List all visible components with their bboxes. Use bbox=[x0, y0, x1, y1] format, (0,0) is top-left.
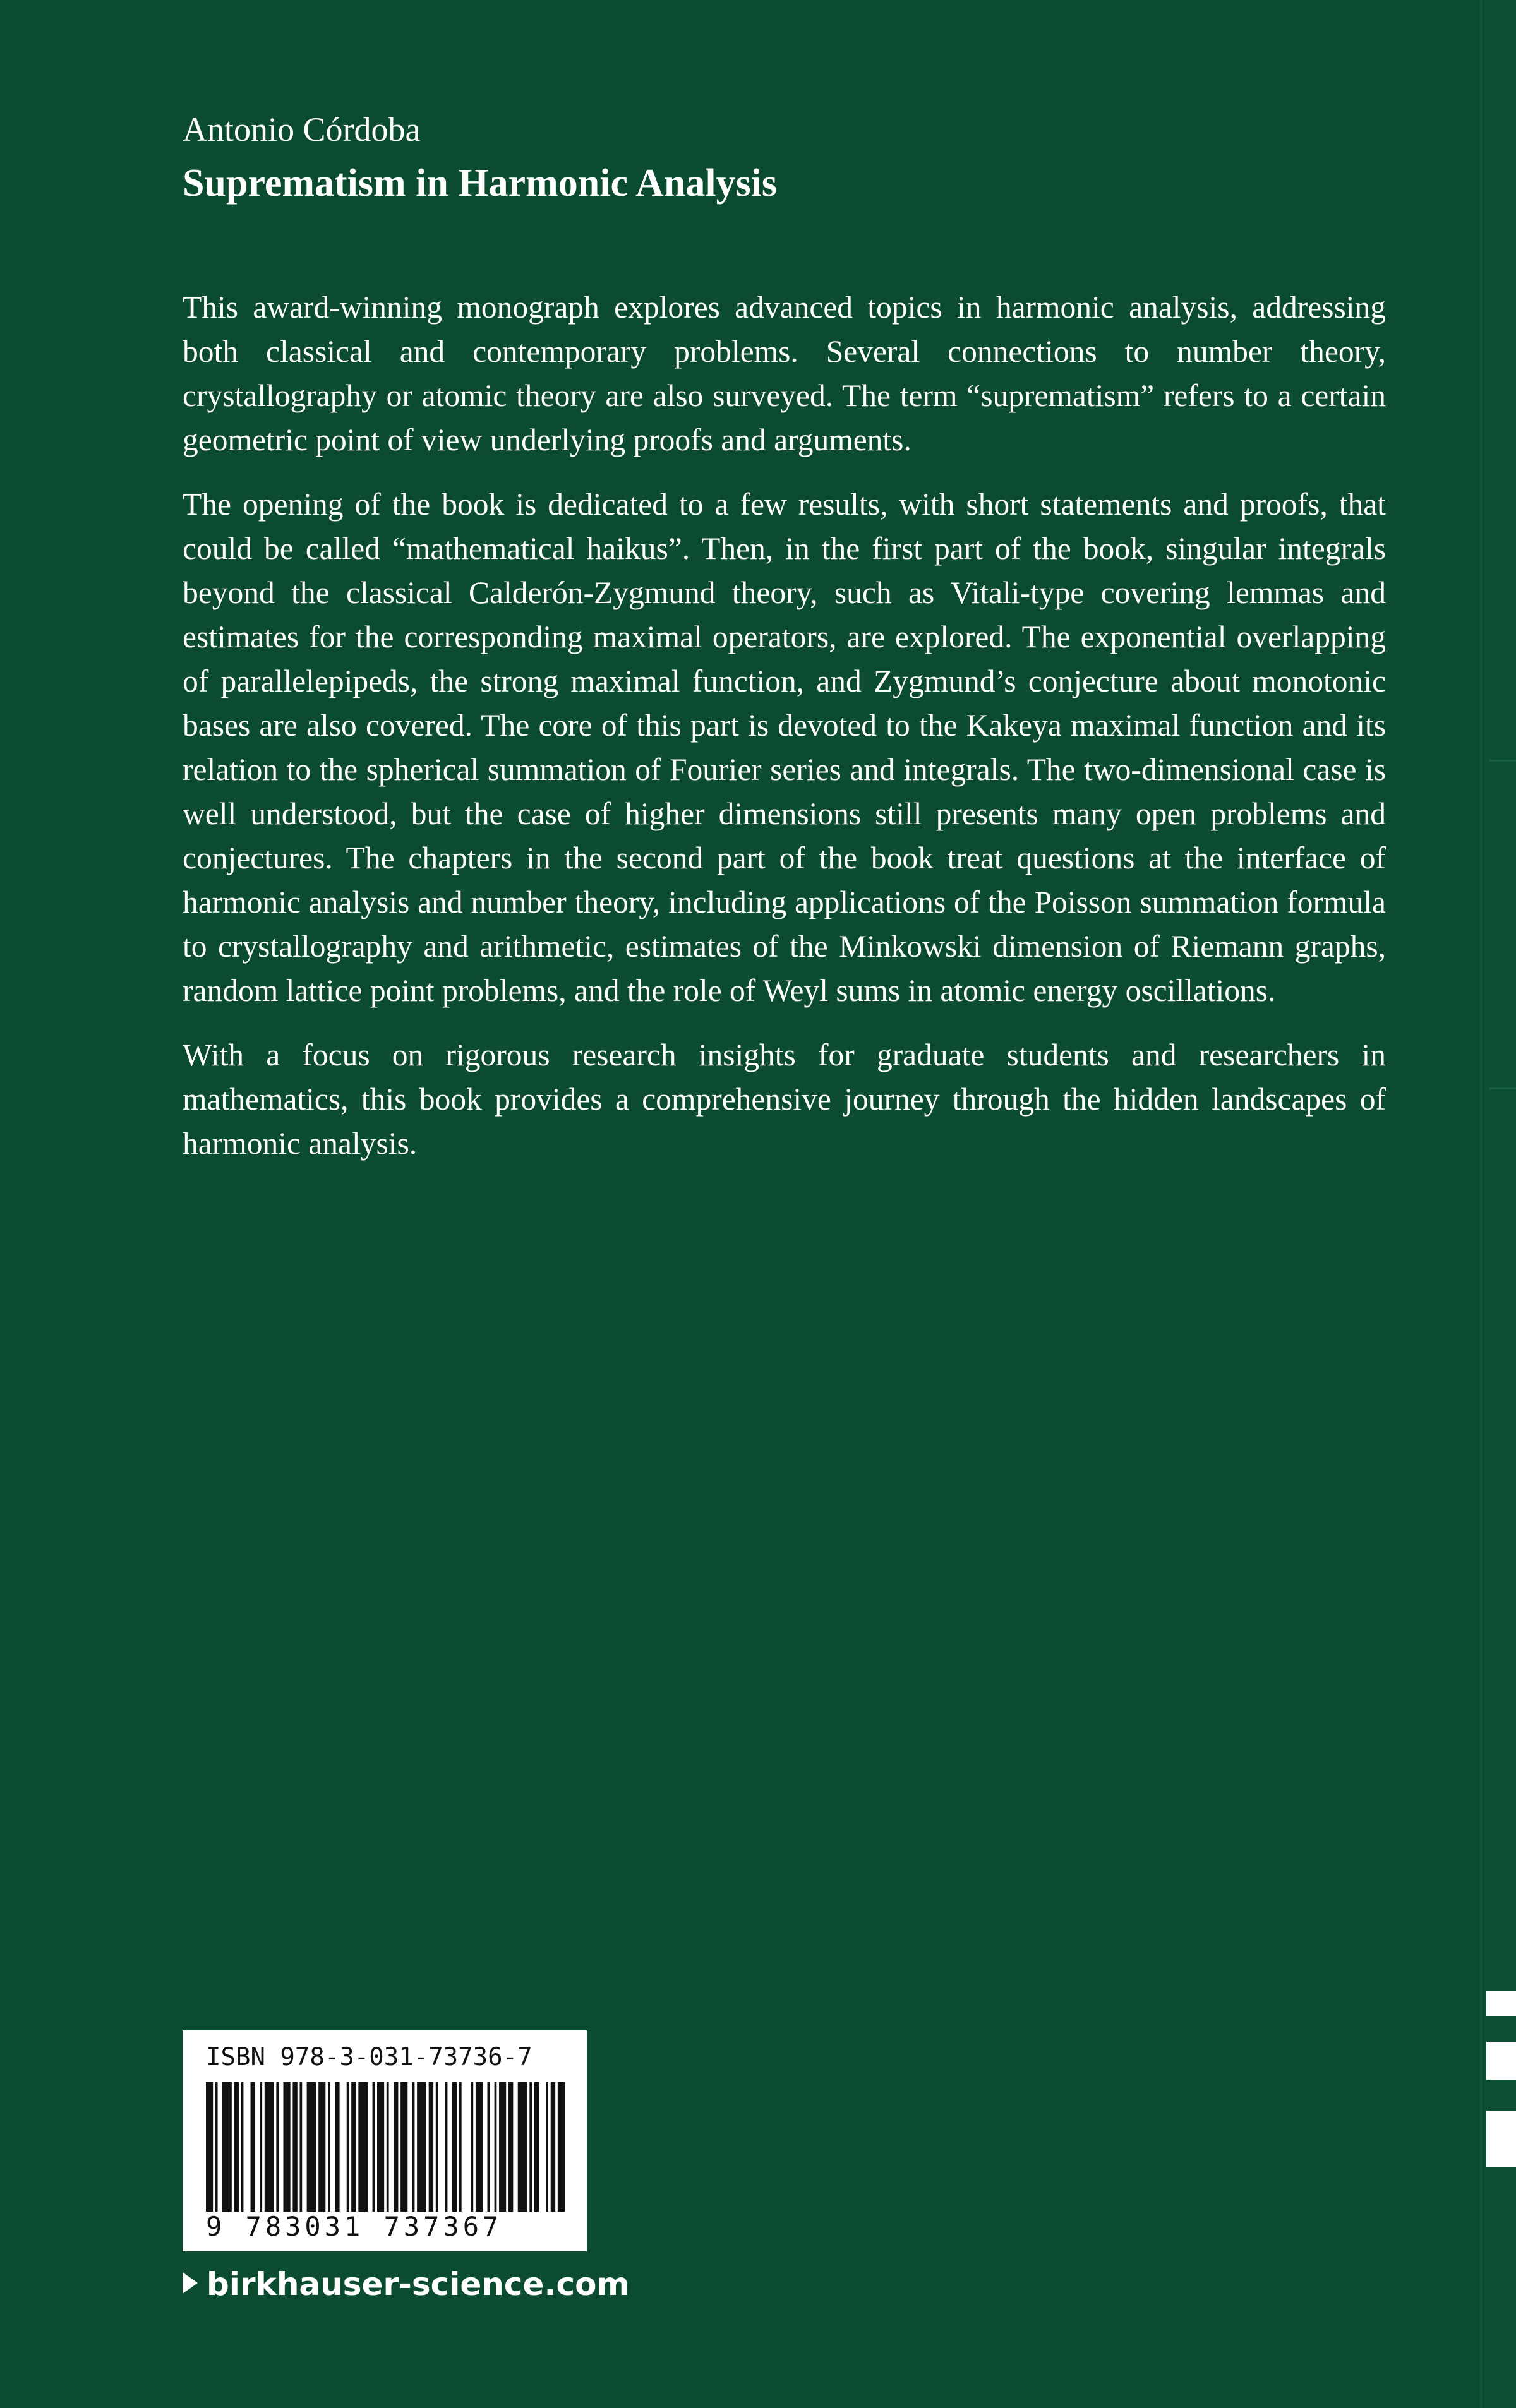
barcode-bar bbox=[234, 2082, 239, 2212]
barcode-bar bbox=[534, 2082, 539, 2212]
barcode-graphic bbox=[206, 2082, 565, 2212]
barcode-bar bbox=[476, 2082, 483, 2212]
barcode-bar bbox=[241, 2082, 244, 2212]
barcode-bar bbox=[400, 2082, 407, 2212]
barcode-bar bbox=[347, 2082, 349, 2212]
blurb-paragraph-3: With a focus on rigorous research insights for graduate students and researchers in mathematics, this book provides a comprehensive journey through the hidden landscapes of harmonic analysis. bbox=[183, 1038, 1386, 1161]
isbn-label: ISBN 978-3-031-73736-7 bbox=[206, 2043, 532, 2071]
barcode-bar bbox=[558, 2082, 565, 2212]
barcode-bar bbox=[206, 2082, 213, 2212]
barcode-bar bbox=[292, 2082, 297, 2212]
blurb-paragraph-1: This award-winning monograph explores advanced topics in harmonic analysis, addressing both classical and contemporary problems. Several connections to number theory, crystallography or atomic theory are also surveyed. The term “suprematism” refers to a certain geometric point of view underlying proofs and arguments. bbox=[183, 290, 1386, 457]
author-name: Antonio Córdoba bbox=[183, 111, 421, 148]
barcode-bar bbox=[251, 2082, 255, 2212]
barcode-bar bbox=[529, 2082, 532, 2212]
barcode-bar bbox=[546, 2082, 548, 2212]
barcode-bar bbox=[417, 2082, 426, 2212]
barcode-bar bbox=[215, 2082, 218, 2212]
spine-tick-mark bbox=[1489, 760, 1516, 762]
publisher-link-text: birkhauser-science.com bbox=[207, 2266, 630, 2303]
barcode-bar bbox=[429, 2082, 433, 2212]
blurb-text bbox=[183, 285, 1386, 1186]
barcode-bar bbox=[373, 2082, 375, 2212]
play-triangle-icon bbox=[183, 2272, 198, 2294]
barcode-bar bbox=[265, 2082, 274, 2212]
barcode-bar bbox=[436, 2082, 438, 2212]
spine-fold-line bbox=[1480, 0, 1482, 2408]
spine-white-band bbox=[1486, 2042, 1516, 2080]
barcode-digits: 9 783031 737367 bbox=[206, 2211, 503, 2242]
blurb-paragraph-2: The opening of the book is dedicated to a few results, with short statements and proofs, that could be called “mathematical haikus”. Then, in the first part of the book, singular integrals beyond the classical Calderón-Zygmund theory, such as Vitali-type covering lemmas and estimates for the corresponding maximal operators, are explored. The exponential overlapping of parallelepipeds, the strong maximal function, and Zygmund’s conjecture about monotonic bases are also covered. The core of this part is devoted to the Kakeya maximal function and its relation to the spherical summation of Fourier series and integrals. The two-dimensional case is well understood, but the case of higher dimensions still presents many open problems and conjectures. The chapters in the second part of the book treat questions at the interface of harmonic analysis and number theory, including applications of the Poisson summation formula to crystallography and arithmetic, estimates of the Minkowski dimension of Riemann graphs, random lattice point problems, and the role of Weyl sums in atomic energy oscillations. bbox=[183, 487, 1386, 1008]
barcode-bar bbox=[394, 2082, 398, 2212]
barcode-bar bbox=[358, 2082, 368, 2212]
barcode-bar bbox=[452, 2082, 457, 2212]
book-title: Suprematism in Harmonic Analysis bbox=[183, 162, 778, 205]
barcode-bar bbox=[471, 2082, 474, 2212]
barcode-bar bbox=[487, 2082, 490, 2212]
barcode-bar bbox=[459, 2082, 462, 2212]
barcode-bar bbox=[551, 2082, 555, 2212]
barcode-bar bbox=[307, 2082, 316, 2212]
barcode-bar bbox=[495, 2082, 497, 2212]
barcode-bar bbox=[508, 2082, 513, 2212]
barcode-bar bbox=[351, 2082, 356, 2212]
barcode-bar bbox=[412, 2082, 415, 2212]
barcode-bar bbox=[328, 2082, 330, 2212]
barcode-bar bbox=[318, 2082, 325, 2212]
spine-white-band bbox=[1486, 1991, 1516, 2016]
barcode-bar bbox=[377, 2082, 384, 2212]
publisher-link[interactable] bbox=[183, 2263, 630, 2305]
barcode-bar bbox=[445, 2082, 448, 2212]
barcode-bar bbox=[222, 2082, 232, 2212]
barcode-bar bbox=[276, 2082, 279, 2212]
spine-tick-mark bbox=[1489, 1087, 1516, 1089]
isbn-barcode-box bbox=[183, 2030, 587, 2251]
barcode-bar bbox=[284, 2082, 291, 2212]
barcode-bar bbox=[335, 2082, 339, 2212]
barcode-bar bbox=[518, 2082, 527, 2212]
barcode-bar bbox=[300, 2082, 303, 2212]
barcode-bar bbox=[260, 2082, 262, 2212]
spine-white-band bbox=[1486, 2111, 1516, 2167]
barcode-bar bbox=[387, 2082, 389, 2212]
barcode-bar bbox=[499, 2082, 506, 2212]
